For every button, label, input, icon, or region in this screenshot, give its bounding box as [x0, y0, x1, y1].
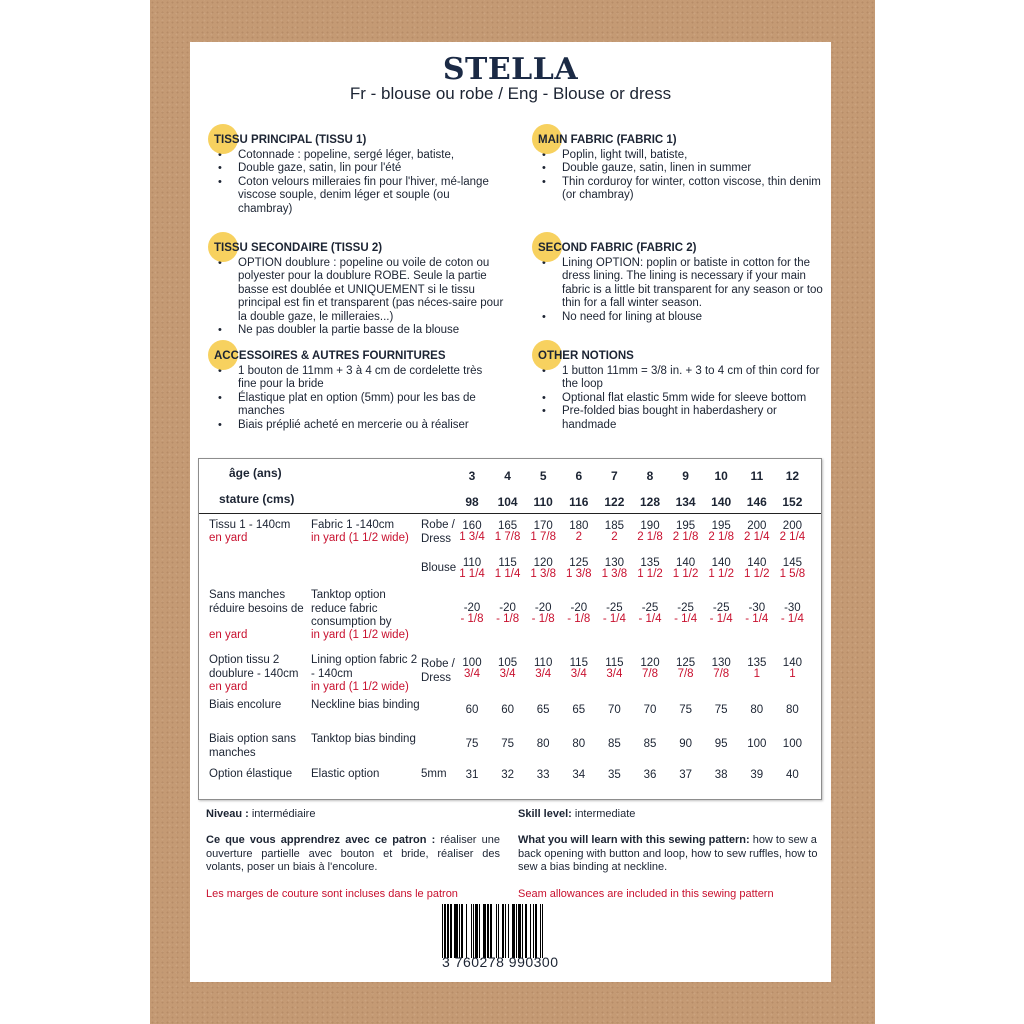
yard-value: 1 3/8 [601, 568, 628, 580]
barcode-bars [442, 904, 594, 958]
cm-value: 130 [711, 657, 731, 669]
row-label-fr-yard: en yard [209, 532, 248, 544]
age-value: 11 [750, 469, 764, 483]
yard-value: 1 3/8 [566, 568, 592, 580]
pattern-info-card [190, 42, 831, 982]
cm-value: 37 [679, 769, 692, 781]
row-variant: 5mm [421, 768, 447, 780]
row-label-fr: Sans manches réduire besoins de [209, 589, 304, 615]
cm-value: 200 [747, 520, 767, 532]
cm-value: -25 [712, 602, 730, 614]
list-item: • Cotonnade : popeline, sergé léger, batiste, [238, 149, 504, 163]
cm-value: 115 [569, 657, 588, 669]
section-heading: OTHER NOTIONS [538, 350, 634, 362]
row-variant: Robe / Dress [421, 658, 455, 684]
yard-value: 7/8 [642, 668, 658, 680]
cm-value: 145 [782, 557, 802, 569]
cm-value: 195 [711, 520, 731, 532]
yard-value: 1 7/8 [494, 531, 521, 543]
cm-value: 40 [785, 769, 799, 781]
yard-value: - 1/8 [496, 613, 520, 625]
cm-value: 115 [605, 657, 624, 669]
list-item: • Double gaze, satin, lin pour l'été [238, 162, 504, 176]
stature-value: 128 [639, 495, 661, 509]
cm-value: 70 [643, 704, 657, 716]
yard-value: - 1/8 [460, 613, 484, 625]
section-fr-second-fabric [214, 242, 504, 338]
section-fr-main-fabric [214, 134, 504, 216]
cm-value: 80 [785, 704, 799, 716]
age-value: 10 [714, 469, 728, 483]
cm-value: 38 [714, 769, 728, 781]
row-variant: Blouse [421, 562, 457, 574]
yard-value: 1 [789, 668, 796, 680]
yard-value: 1 1/4 [494, 568, 521, 580]
list-item: • Double gauze, satin, linen in summer [562, 162, 828, 176]
cm-value: 65 [572, 704, 586, 716]
en-learn-text: What you will learn with this sewing pattern: how to sew a back opening with button and loop, how to sew ruffles, how to sew a bias binding at neckline. [518, 834, 818, 873]
yard-value: 1 1/2 [744, 568, 770, 580]
cm-value: 90 [679, 738, 692, 750]
age-value: 3 [468, 469, 476, 483]
stature-value: 140 [711, 495, 732, 509]
cm-value: 100 [462, 657, 482, 669]
list-item: • Biais préplié acheté en mercerie ou à réaliser [238, 419, 504, 433]
cm-value: 75 [465, 738, 479, 750]
section-heading: MAIN FABRIC (FABRIC 1) [538, 134, 677, 146]
stature-value: 152 [782, 495, 803, 509]
age-value: 6 [575, 469, 583, 483]
cm-value: 35 [607, 769, 621, 781]
cm-value: 80 [750, 704, 764, 716]
fr-learn-text: Ce que vous apprendrez avec ce patron : réaliser une ouverture partielle avec bouton et bride, réaliser des volants, poser un biais à l'encolure. [206, 834, 500, 873]
section-heading: TISSU PRINCIPAL (TISSU 1) [214, 134, 367, 146]
cm-value: -25 [677, 602, 694, 614]
section-en-notions [538, 350, 828, 432]
yard-value: - 1/4 [745, 613, 769, 625]
cm-value: 75 [679, 704, 692, 716]
age-label: âge (ans) [229, 466, 282, 480]
stature-value: 146 [746, 495, 767, 509]
cm-value: 34 [572, 769, 586, 781]
age-value: 4 [504, 469, 511, 483]
cm-value: 165 [498, 520, 518, 532]
cm-value: 200 [782, 520, 802, 532]
yard-value: 2 1/8 [708, 531, 734, 543]
yard-value: 1 [753, 668, 760, 680]
stature-value: 122 [604, 495, 625, 509]
cm-value: 160 [462, 520, 482, 532]
en-seam-allowance-note: Seam allowances are included in this sewing pattern [518, 888, 774, 900]
cm-value: 80 [572, 738, 586, 750]
list-item: • Thin corduroy for winter, cotton viscose, thin denim (or chambray) [562, 176, 828, 203]
list-item: • 1 bouton de 11mm + 3 à 4 cm de cordelette très fine pour la bride [238, 365, 504, 392]
row-label-en: Tanktop bias binding [311, 733, 416, 745]
cm-value: 110 [534, 657, 553, 669]
yard-value: 3/4 [606, 668, 623, 680]
age-value: 9 [682, 469, 689, 483]
cm-value: 31 [465, 769, 479, 781]
row-label-fr: Option élastique [209, 768, 293, 780]
size-yardage-table [198, 458, 822, 800]
cm-value: 130 [604, 557, 624, 569]
list-item: • Poplin, light twill, batiste, [562, 149, 828, 163]
age-value: 5 [539, 469, 547, 483]
stature-value: 110 [533, 495, 553, 509]
cm-value: 120 [533, 557, 553, 569]
cm-value: 170 [533, 520, 553, 532]
yard-value: 1 1/2 [672, 568, 699, 580]
cm-value: 115 [498, 557, 517, 569]
row-label-fr: Tissu 1 - 140cm [209, 519, 291, 531]
cm-value: 195 [676, 520, 696, 532]
cm-value: 33 [536, 769, 550, 781]
yard-value: 2 [575, 531, 582, 543]
en-skill-level: Skill level: intermediate [518, 808, 636, 820]
cm-value: 100 [747, 738, 767, 750]
cm-value: 60 [465, 704, 479, 716]
list-item: • No need for lining at blouse [562, 311, 828, 325]
cm-value: 65 [536, 704, 550, 716]
list-item: • Optional flat elastic 5mm wide for sleeve bottom [562, 392, 828, 406]
cm-value: 70 [607, 704, 621, 716]
list-item: • Lining OPTION: poplin or batiste in cotton for the dress lining. The lining is necessary if your main fabric is a little bit transparent for any season or too thin for a fall winter season. [562, 257, 828, 311]
yard-value: 2 1/8 [672, 531, 699, 543]
yard-value: 1 5/8 [779, 568, 806, 580]
cm-value: 140 [676, 557, 696, 569]
row-label-en: Elastic option [311, 768, 380, 780]
yard-value: 3/4 [535, 668, 552, 680]
cm-value: -20 [499, 602, 516, 614]
barcode-bar [543, 904, 544, 958]
cm-value: 140 [782, 657, 802, 669]
cm-value: -25 [606, 602, 623, 614]
yard-value: 2 1/4 [744, 531, 770, 543]
age-value: 7 [611, 469, 618, 483]
cm-value: 85 [643, 738, 657, 750]
yard-value: 1 1/2 [637, 568, 663, 580]
row-label-fr: Biais option sans manches [209, 733, 296, 759]
row-label-fr: Biais encolure [209, 699, 282, 711]
cm-value: 80 [536, 738, 550, 750]
cm-value: -20 [570, 602, 588, 614]
yard-value: - 1/4 [602, 613, 626, 625]
row-label-en: Fabric 1 -140cm [311, 519, 395, 531]
row-label-en: Tanktop option reduce fabric consumption by [311, 589, 392, 628]
yard-value: 7/8 [677, 668, 694, 680]
row-label-en-yard: in yard (1 1/2 wide) [311, 629, 409, 641]
list-item: • Coton velours milleraies fin pour l'hiver, mé-lange viscose souple, denim léger et souple (ou chambray) [238, 176, 504, 217]
row-label-en: Neckline bias binding [311, 699, 420, 711]
list-item: • Ne pas doubler la partie basse de la blouse [238, 324, 504, 338]
cm-value: 95 [714, 738, 728, 750]
cm-value: 135 [640, 557, 660, 569]
section-heading: ACCESSOIRES & AUTRES FOURNITURES [214, 350, 446, 362]
header-divider [199, 513, 821, 514]
section-fr-notions [214, 350, 504, 432]
yard-value: 2 1/8 [637, 531, 663, 543]
section-heading: TISSU SECONDAIRE (TISSU 2) [214, 242, 383, 254]
yard-value: 3/4 [570, 668, 587, 680]
section-en-second-fabric [538, 242, 828, 324]
yard-value: 3/4 [464, 668, 480, 680]
stature-value: 116 [569, 495, 589, 509]
row-variant: Robe / Dress [421, 519, 455, 545]
stature-value: 104 [497, 495, 518, 509]
row-label-en-yard: in yard (1 1/2 wide) [311, 532, 409, 544]
cm-value: 140 [747, 557, 767, 569]
list-item: • 1 button 11mm = 3/8 in. + 3 to 4 cm of thin cord for the loop [562, 365, 828, 392]
list-item: • Élastique plat en option (5mm) pour les bas de manches [238, 392, 504, 419]
row-label-fr: Option tissu 2 doublure - 140cm [209, 654, 299, 680]
cm-value: 100 [782, 738, 802, 750]
yard-value: - 1/8 [567, 613, 591, 625]
cm-value: 39 [750, 769, 764, 781]
stature-label: stature (cms) [219, 492, 295, 506]
cm-value: 135 [747, 657, 767, 669]
yard-value: - 1/4 [709, 613, 733, 625]
cm-value: 105 [498, 657, 518, 669]
yard-value: 2 [611, 531, 618, 543]
pattern-title: STELLA [442, 52, 579, 87]
cm-value: 125 [676, 657, 696, 669]
cm-value: -30 [748, 602, 766, 614]
yard-value: 3/4 [499, 668, 516, 680]
stature-value: 134 [675, 495, 696, 509]
yard-value: 1 1/2 [708, 568, 734, 580]
cm-value: -25 [641, 602, 659, 614]
yard-value: - 1/8 [531, 613, 555, 625]
section-en-main-fabric [538, 134, 828, 203]
row-label-en-yard: in yard (1 1/2 wide) [311, 681, 409, 693]
fr-skill-level: Niveau : intermédiaire [206, 808, 316, 820]
cm-value: -20 [463, 602, 481, 614]
cm-value: -30 [784, 602, 801, 614]
cm-value: 85 [607, 738, 621, 750]
cm-value: 32 [501, 769, 514, 781]
stature-value: 98 [465, 495, 479, 509]
cm-value: 190 [640, 520, 660, 532]
age-value: 12 [785, 469, 800, 483]
cm-value: 185 [604, 520, 624, 532]
cm-value: 36 [643, 769, 657, 781]
pattern-subtitle: Fr - blouse ou robe / Eng - Blouse or dress [349, 84, 672, 103]
cm-value: 120 [640, 657, 660, 669]
cm-value: 110 [462, 557, 482, 569]
section-heading: SECOND FABRIC (FABRIC 2) [538, 242, 697, 254]
yard-value: - 1/4 [674, 613, 698, 625]
cm-value: 125 [569, 557, 589, 569]
yard-value: - 1/4 [638, 613, 662, 625]
barcode-number: 3 760278 990300 [442, 954, 559, 970]
yard-value: 7/8 [713, 668, 730, 680]
list-item: • OPTION doublure : popeline ou voile de coton ou polyester pour la doublure ROBE. Seule la partie basse est doublée et UNIQUEMENT si le tissu principal est fin et transparent (pas néces-saire pour la double gaze, le milleraies...) [238, 257, 504, 325]
cm-value: 75 [501, 738, 514, 750]
cm-value: 75 [714, 704, 728, 716]
cm-value: 140 [711, 557, 731, 569]
cm-value: -20 [534, 602, 552, 614]
yard-value: 1 3/4 [459, 531, 485, 543]
row-label-en: Lining option fabric 2 - 140cm [311, 654, 418, 680]
cm-value: 60 [501, 704, 514, 716]
yard-value: 1 3/8 [530, 568, 556, 580]
list-item: • Pre-folded bias bought in haberdashery or handmade [562, 405, 828, 432]
row-label-fr-yard: en yard [209, 681, 248, 693]
row-label-fr-yard: en yard [209, 629, 248, 641]
barcode [442, 904, 594, 968]
yard-value: 2 1/4 [779, 531, 806, 543]
fr-seam-allowance-note: Les marges de couture sont incluses dans le patron [206, 888, 458, 900]
yard-value: 1 7/8 [530, 531, 556, 543]
yard-value: 1 1/4 [459, 568, 485, 580]
cm-value: 180 [569, 520, 589, 532]
yard-value: - 1/4 [780, 613, 804, 625]
age-value: 8 [646, 469, 654, 483]
